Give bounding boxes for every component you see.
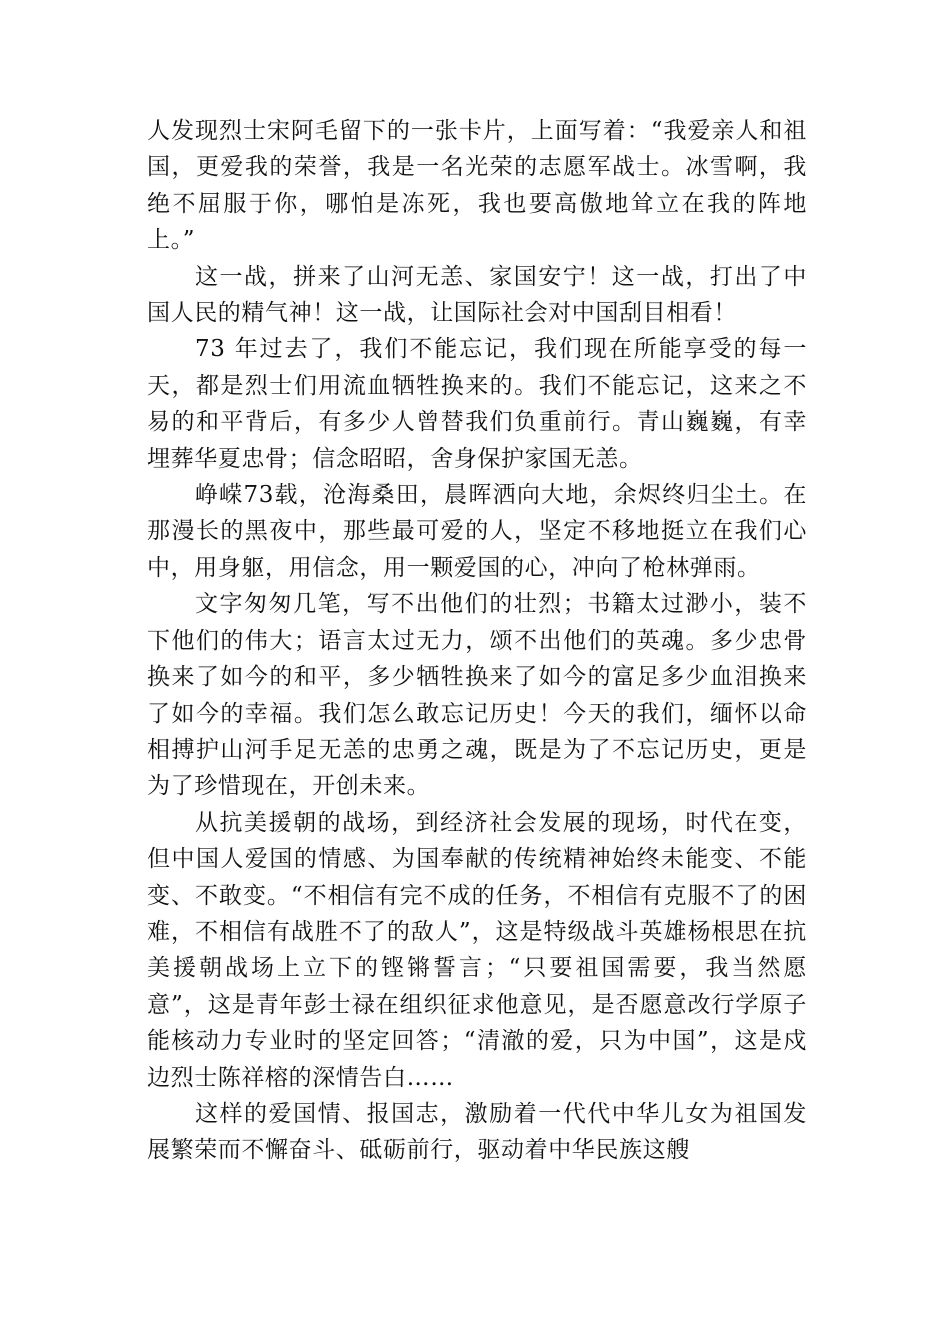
paragraph-6: 从抗美援朝的战场，到经济社会发展的现场，时代在变，但中国人爱国的情感、为国奉献的传统精神始终未能变、不能变、不敢变。“不相信有完不成的任务，不相信有克服不了的困难，不相信有战胜不了的敌人”，这是特级战斗英雄杨根思在抗美援朝战场上立下的铿锵誓言；“只要祖国需要，我当然愿意”，这是青年彭士禄在组织征求他意见，是否愿意改行学原子能核动力专业时的坚定回答；“清澈的爱，只为中国”，这是戍边烈士陈祥榕的深情告白…… <box>147 809 807 1091</box>
paragraph-4: 峥嵘73载，沧海桑田，晨晖洒向大地，余烬终归尘土。在那漫长的黑夜中，那些最可爱的人，坚定不移地挺立在我们心中，用身躯，用信念，用一颗爱国的心，冲向了枪林弹雨。 <box>147 482 807 581</box>
paragraph-1: 人发现烈士宋阿毛留下的一张卡片，上面写着：“我爱亲人和祖国，更爱我的荣誉，我是一名光荣的志愿军战士。冰雪啊，我绝不屈服于你，哪怕是冻死，我也要高傲地耸立在我的阵地上。” <box>147 118 807 254</box>
paragraph-7: 这样的爱国情、报国志，激励着一代代中华儿女为祖国发展繁荣而不懈奋斗、砥砺前行，驱动着中华民族这艘 <box>147 1100 807 1164</box>
paragraph-5: 文字匆匆几笔，写不出他们的壮烈；书籍太过渺小，装不下他们的伟大；语言太过无力，颂不出他们的英魂。多少忠骨换来了如今的和平，多少牺牲换来了如今的富足多少血泪换来了如今的幸福。我们怎么敢忘记历史！今天的我们，缅怀以命相搏护山河手足无恙的忠勇之魂，既是为了不忘记历史，更是为了珍惜现在，开创未来。 <box>147 591 807 800</box>
paragraph-3: 73 年过去了，我们不能忘记，我们现在所能享受的每一天，都是烈士们用流血牺牲换来的。我们不能忘记，这来之不易的和平背后，有多少人曾替我们负重前行。青山巍巍，有幸埋葬华夏忠骨；信念昭昭，舍身保护家国无恙。 <box>147 336 807 472</box>
paragraph-2: 这一战，拼来了山河无恙、家国安宁！这一战，打出了中国人民的精气神！这一战，让国际社会对中国刮目相看！ <box>147 263 807 327</box>
document-body <box>147 113 807 1169</box>
